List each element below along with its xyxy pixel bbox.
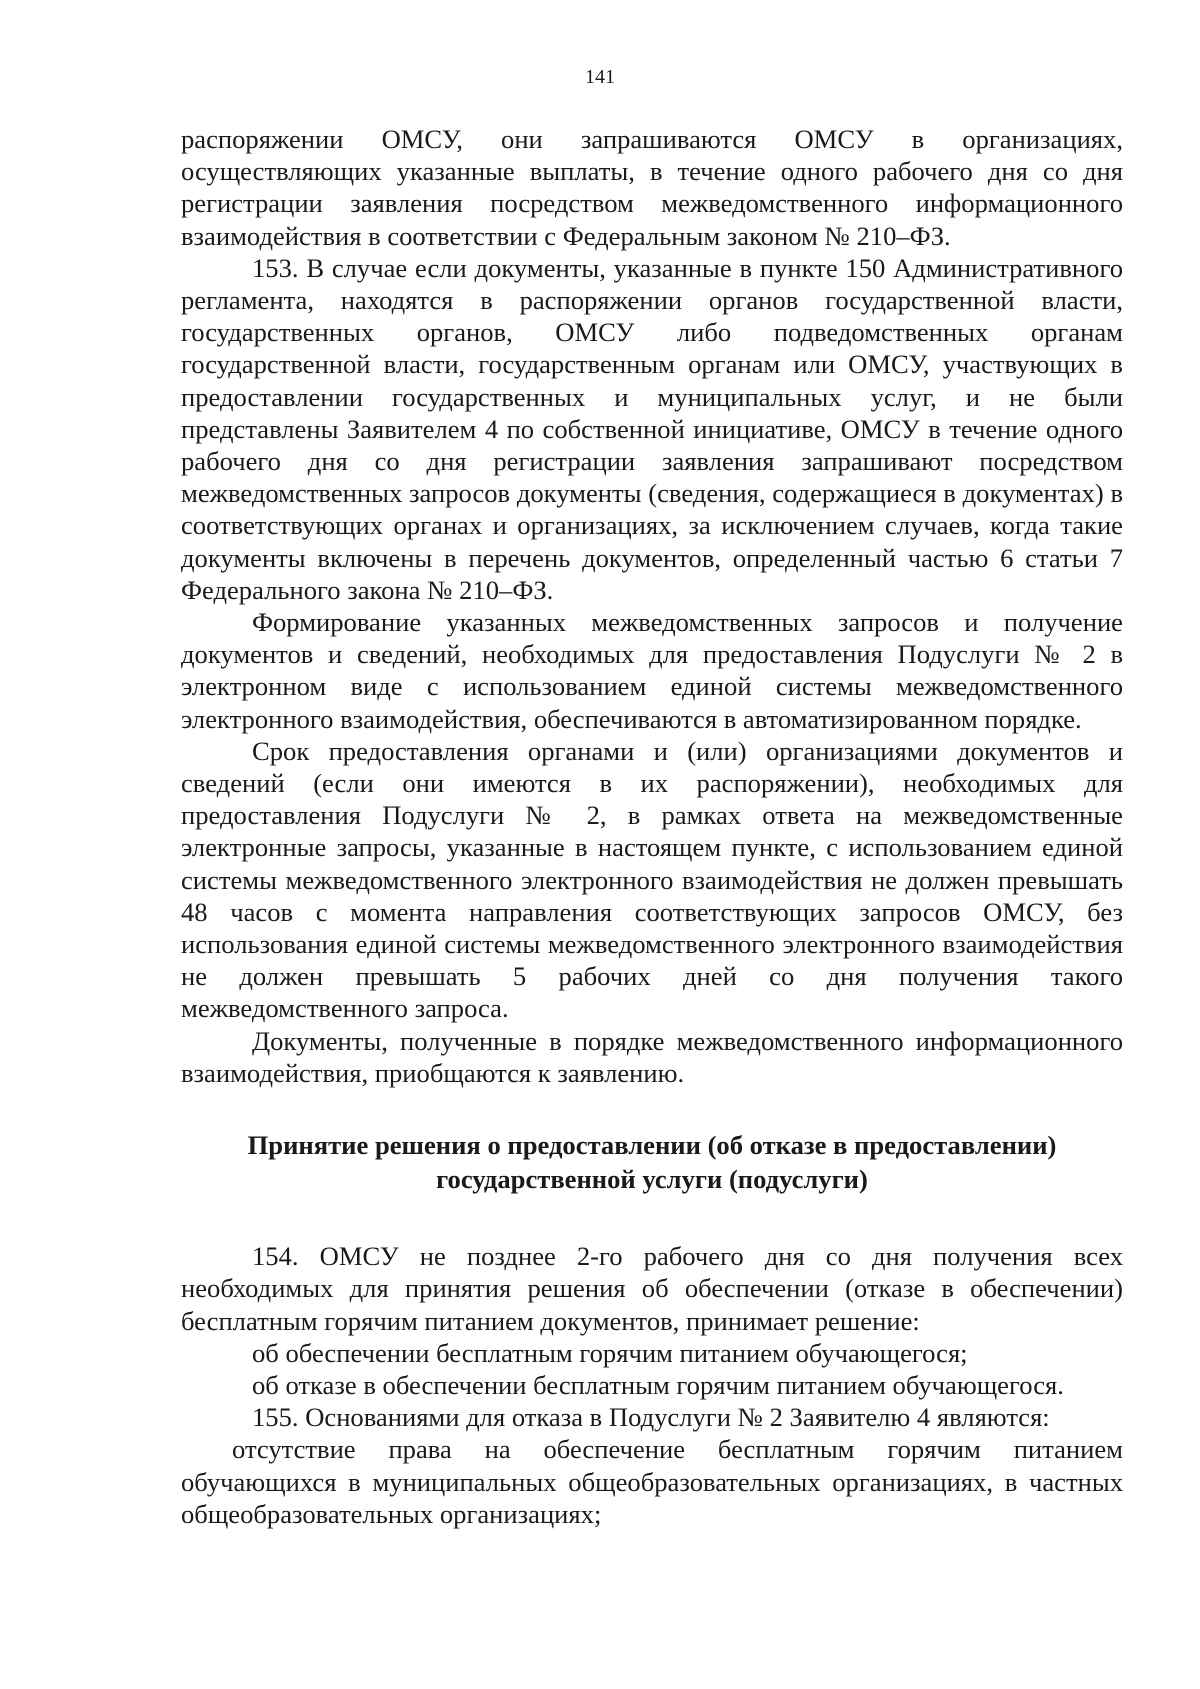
paragraph-documents: Документы, полученные в порядке межведомственного информационного взаимодействия, приобщаются к заявлению. bbox=[181, 1025, 1123, 1088]
page-number: 141 bbox=[585, 66, 615, 88]
paragraph-decision-refuse: об отказе в обеспечении бесплатным горячим питанием обучающегося. bbox=[252, 1369, 1064, 1400]
paragraph-continuation: распоряжении ОМСУ, они запрашиваются ОМСУ в организациях, осуществляющих указанные выплаты, в течение одного рабочего дня со дня регистрации заявления посредством межведомственного информационного взаимодействия в соответствии с Федеральным законом № 210–ФЗ. bbox=[181, 124, 1123, 251]
section-heading-line-1: Принятие решения о предоставлении (об отказе в предоставлении) bbox=[247, 1130, 1057, 1161]
paragraph-term: Срок предоставления органами и (или) организациями документов и сведений (если они имеются в их распоряжении), необходимых для предоставления Подуслуги № 2, в рамках ответа на межведомственные электронные запросы, указанные в настоящем пункте, с использованием единой системы межведомственного электронного взаимодействия не должен превышать 48 часов с момента направления соответствующих запросов ОМСУ, без использования единой системы межведомственного электронного взаимодействия не должен превышать 5 рабочих дней со дня получения такого межведомственного запроса. bbox=[181, 735, 1123, 1024]
paragraph-155: 155. Основаниями для отказа в Подуслуги № 2 Заявителю 4 являются: bbox=[252, 1402, 1050, 1433]
paragraph-153: 153. В случае если документы, указанные в пункте 150 Административного регламента, находятся в распоряжении органов государственной власти, государственных органов, ОМСУ либо подведомственных органам государственной власти, государственным органам или ОМСУ, участвующих в предоставлении государственных и муниципальных услуг, и не были представлены Заявителем 4 по собственной инициативе, ОМСУ в течение одного рабочего дня со дня регистрации заявления запрашивают посредством межведомственных запросов документы (сведения, содержащиеся в документах) в соответствующих органах и организациях, за исключением случаев, когда такие документы включены в перечень документов, определенный частью 6 статьи 7 Федерального закона № 210–ФЗ. bbox=[181, 252, 1123, 605]
paragraph-154: 154. ОМСУ не позднее 2-го рабочего дня со дня получения всех необходимых для принятия решения об обеспечении (отказе в обеспечении) бесплатным горячим питанием документов, принимает решение: bbox=[181, 1241, 1123, 1336]
section-heading-line-2: государственной услуги (подуслуги) bbox=[436, 1164, 868, 1195]
section-heading bbox=[181, 1128, 1123, 1196]
paragraph-decision-provide: об обеспечении бесплатным горячим питанием обучающегося; bbox=[252, 1337, 968, 1368]
paragraph-absence-of-right: отсутствие права на обеспечение бесплатным горячим питанием обучающихся в муниципальных общеобразовательных организациях, в частных общеобразовательных организациях; bbox=[181, 1434, 1123, 1529]
paragraph-forming-requests: Формирование указанных межведомственных запросов и получение документов и сведений, необходимых для предоставления Подуслуги № 2 в электронном виде с использованием единой системы межведомственного электронного взаимодействия, обеспечиваются в автоматизированном порядке. bbox=[181, 607, 1123, 734]
document-body bbox=[181, 123, 1123, 1530]
